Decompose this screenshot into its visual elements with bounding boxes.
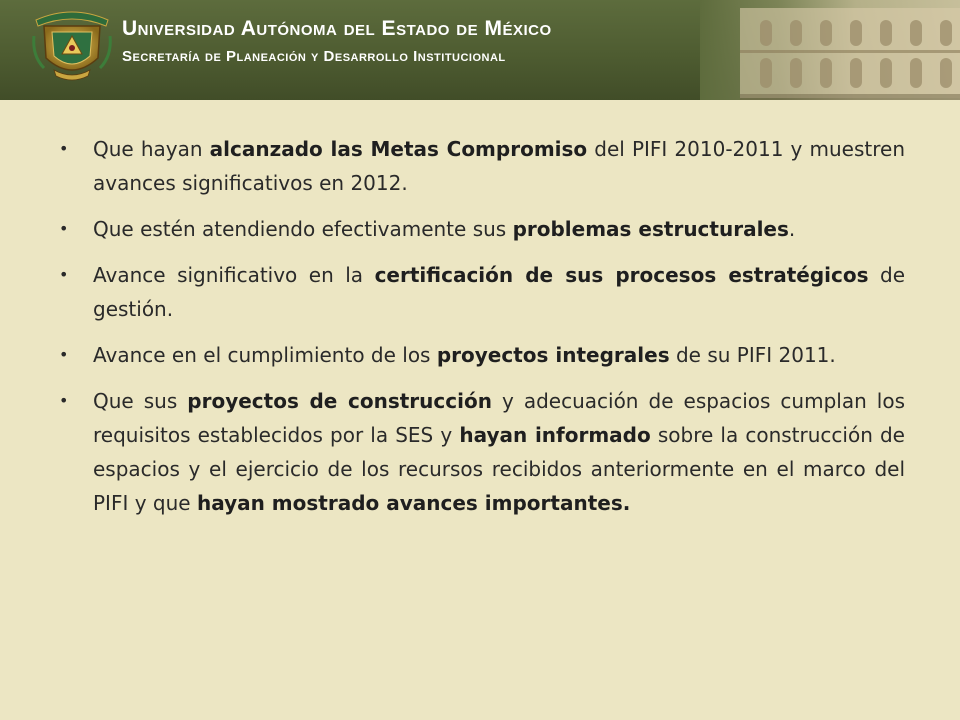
bullet-text: Avance en el cumplimiento de los — [93, 343, 437, 367]
bullet-dot-icon: • — [59, 391, 69, 410]
bullet-text: del PIFI 2010-2011 y muestren avances significativos en 2012. — [93, 137, 905, 195]
slide-content — [55, 132, 905, 532]
bullet-text: Que sus — [93, 389, 188, 413]
bullet-item — [55, 384, 905, 520]
bullet-item — [55, 132, 905, 200]
bullet-emphasis: alcanzado las Metas Compromiso — [209, 137, 588, 161]
bullet-text: y adecuación de espacios cumplan los requisitos establecidos por la SES y — [93, 389, 905, 447]
secretariat-title: Secretaría de Planeación y Desarrollo Institucional — [122, 48, 506, 65]
bullet-emphasis: hayan mostrado avances importantes. — [196, 491, 631, 515]
bullet-text: de gestión. — [93, 263, 906, 321]
bullet-dot-icon: • — [59, 219, 69, 238]
bullet-emphasis: proyectos integrales — [436, 343, 670, 367]
university-title: Universidad Autónoma del Estado de México — [122, 17, 552, 40]
building-photo — [700, 0, 960, 100]
bullet-emphasis: certificación de sus procesos estratégicos — [374, 263, 869, 287]
bullet-text: Avance significativo en la — [93, 263, 375, 287]
header-banner — [0, 0, 960, 100]
bullet-item — [55, 338, 905, 372]
bullet-emphasis: hayan informado — [459, 423, 651, 447]
university-logo — [30, 6, 114, 84]
bullet-text: de su PIFI 2011. — [669, 343, 836, 367]
bullet-dot-icon: • — [59, 139, 69, 158]
bullet-dot-icon: • — [59, 265, 69, 284]
bullet-item — [55, 258, 905, 326]
bullet-text: sobre la construcción de espacios y el ejercicio de los recursos recibidos anteriormente en el marco del PIFI y que — [93, 423, 905, 515]
bullet-dot-icon: • — [59, 345, 69, 364]
bullet-item — [55, 212, 905, 246]
bullet-list — [55, 132, 905, 520]
bullet-text: Que estén atendiendo efectivamente sus — [93, 217, 513, 241]
bullet-emphasis: problemas estructurales — [512, 217, 789, 241]
bullet-emphasis: proyectos de construcción — [187, 389, 492, 413]
bullet-text: Que hayan — [93, 137, 210, 161]
bullet-text: . — [788, 217, 796, 241]
